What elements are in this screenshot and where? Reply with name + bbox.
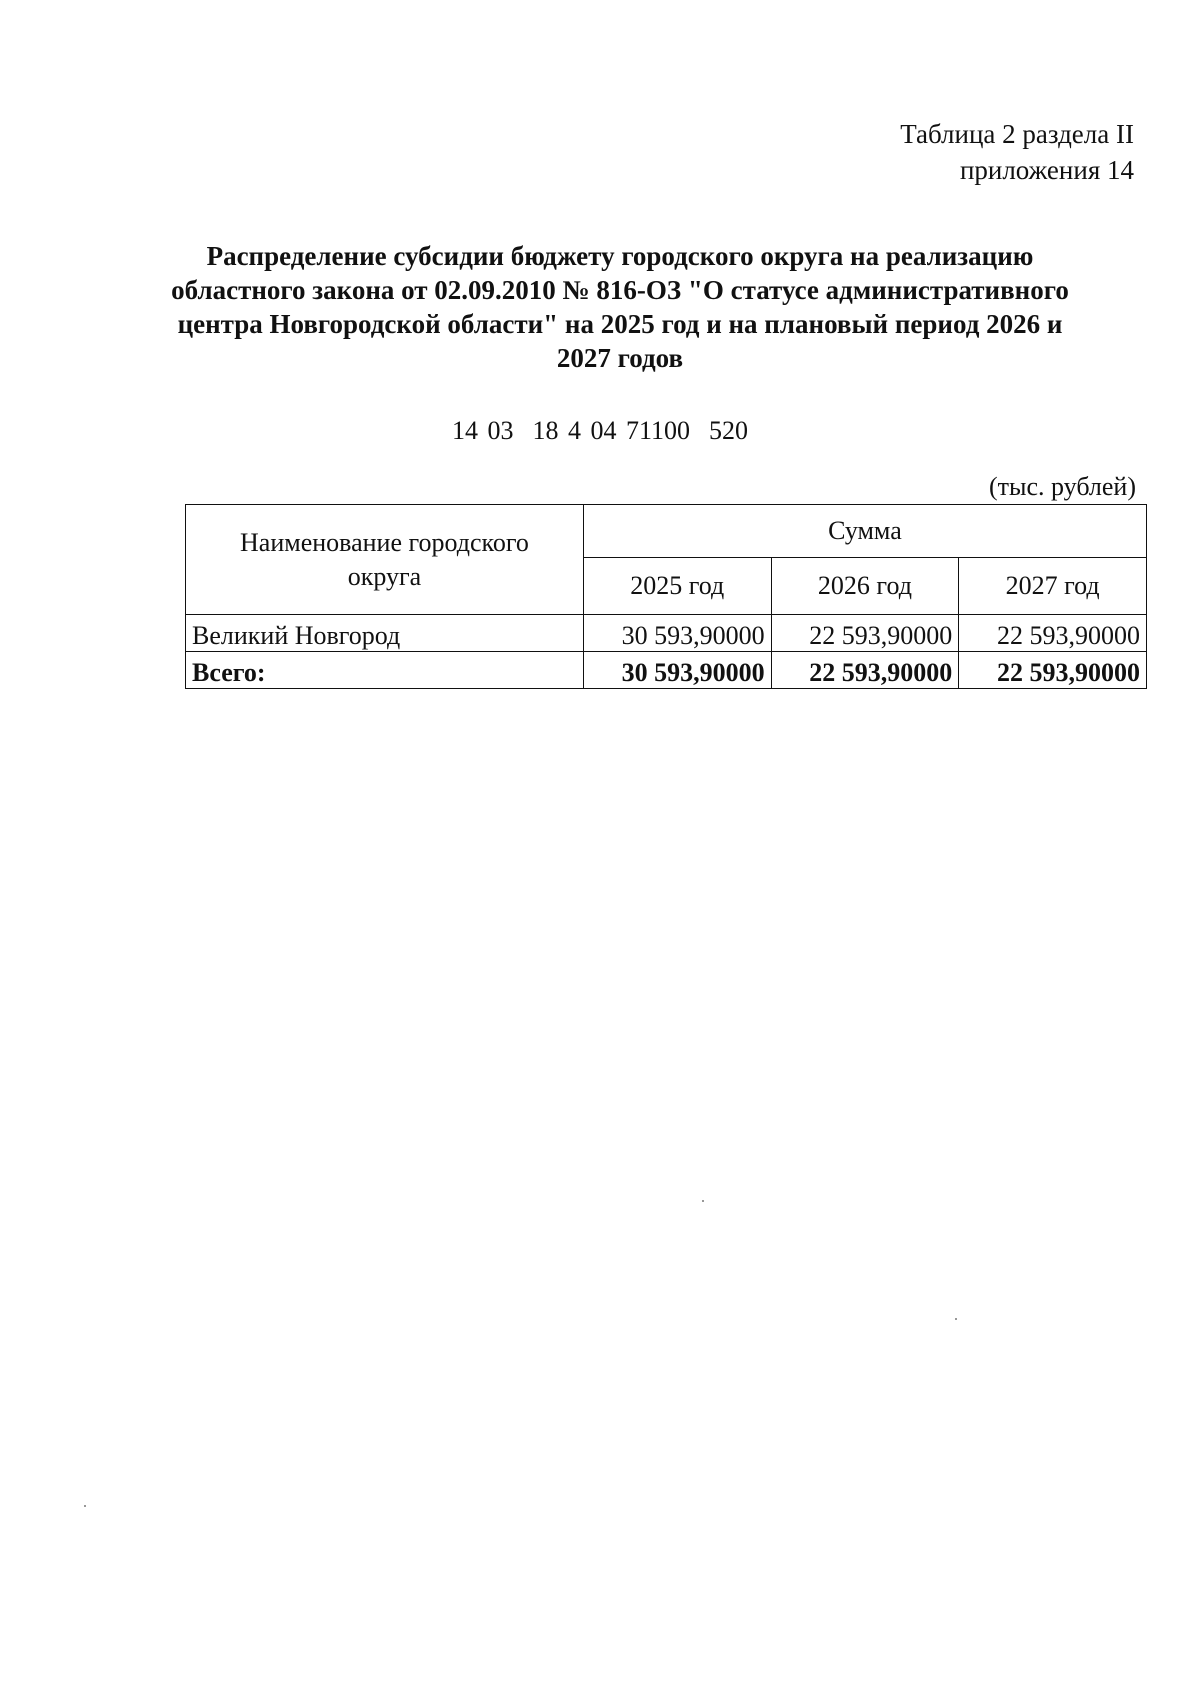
year-header-2026: 2026 год: [771, 558, 959, 615]
scan-speck: [702, 1200, 704, 1202]
district-name-header-line-1: Наименование городского: [240, 527, 529, 557]
table-header-row: [186, 505, 1147, 558]
title-line-4: 2027 годов: [556, 343, 684, 373]
reference-line-1: Таблица 2 раздела II: [900, 119, 1134, 149]
total-row: [186, 652, 1147, 689]
value-2025-cell: 30 593,90000: [583, 615, 771, 652]
units-label: (тыс. рублей): [988, 472, 1136, 501]
title-line-3: центра Новгородской области" на 2025 год и на плановый период 2026 и: [177, 309, 1063, 339]
year-header-2025: 2025 год: [583, 558, 771, 615]
year-header-2027: 2027 год: [959, 558, 1147, 615]
scan-speck: [955, 1318, 957, 1320]
district-name-cell: Великий Новгород: [186, 615, 584, 652]
sum-header: Сумма: [583, 505, 1146, 558]
distribution-table: [185, 504, 1147, 689]
document-title: [160, 239, 1080, 375]
title-line-1: Распределение субсидии бюджету городского округа на реализацию: [206, 241, 1034, 271]
district-name-header-line-2: округа: [347, 561, 422, 591]
reference-line-2: приложения 14: [959, 155, 1134, 185]
table-row: [186, 615, 1147, 652]
value-2026-cell: 22 593,90000: [771, 615, 959, 652]
total-2025-cell: 30 593,90000: [583, 652, 771, 689]
scan-speck: [84, 1505, 86, 1507]
total-2026-cell: 22 593,90000: [771, 652, 959, 689]
district-name-header: [186, 505, 584, 615]
title-line-2: областного закона от 02.09.2010 № 816-ОЗ "О статусе административного: [171, 275, 1069, 305]
total-2027-cell: 22 593,90000: [959, 652, 1147, 689]
budget-classification-code: 14 03 18 4 04 71100 520: [451, 416, 749, 445]
total-label-cell: Всего:: [186, 652, 584, 689]
value-2027-cell: 22 593,90000: [959, 615, 1147, 652]
table-reference: [900, 116, 1134, 188]
